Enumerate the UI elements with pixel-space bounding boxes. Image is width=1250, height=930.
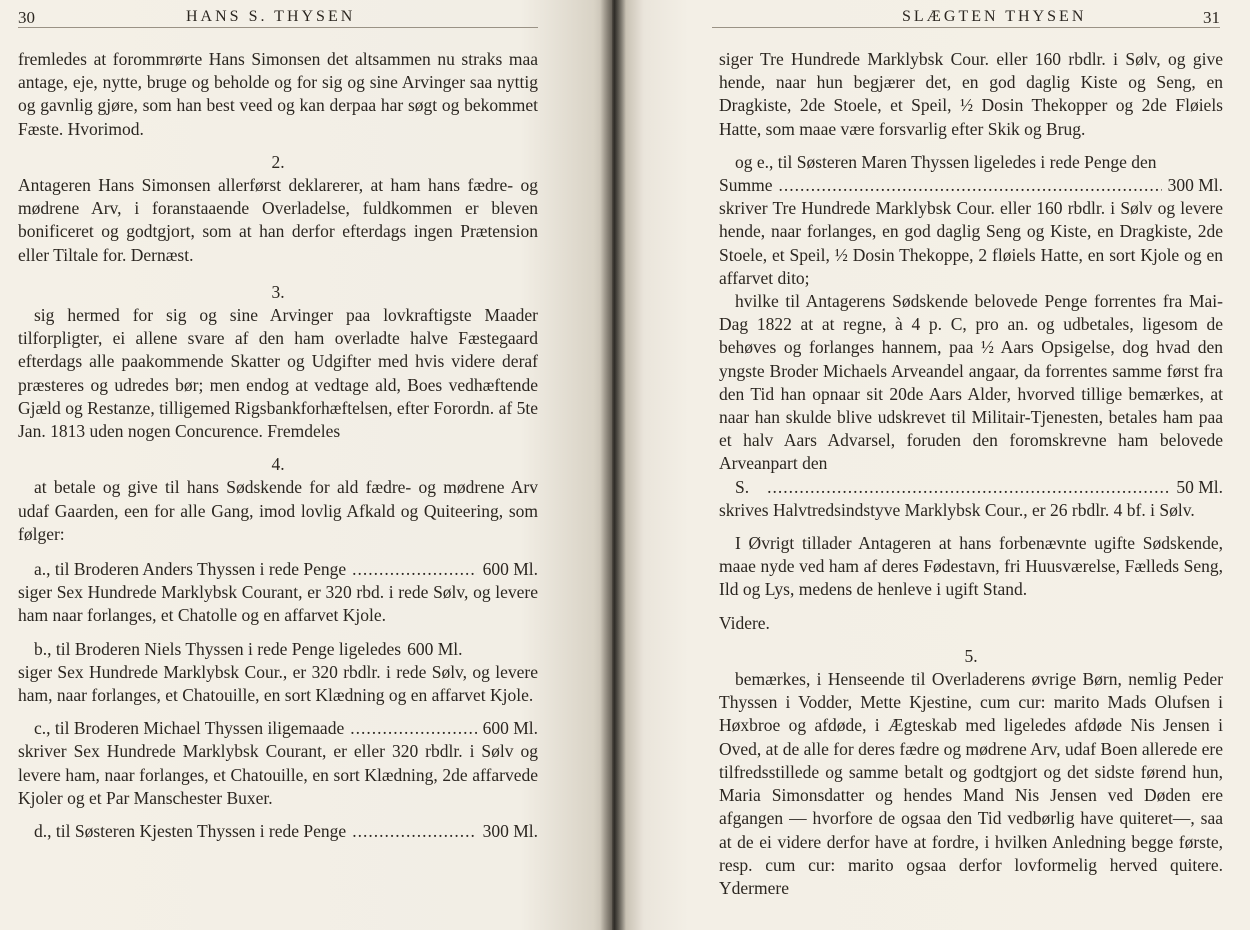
item-s-label: S. (735, 476, 750, 497)
item-d-line (18, 820, 538, 843)
section-5-text: bemærkes, i Henseende til Overladerens øvrige Børn, nemlig Peder Thyssen i Vodder, Mette Kjestine, cum cur: marito Mads Olufsen i Høxbroe og afdøde, i Ægteskab med ligeledes afdøde Nis Jensen i Oved, at de alle for deres fædre og mødrene Arv, udaf Boen allerede ere tilfredsstillede og samme betalt og godtgjort og det sidste førend hun, Maria Simonsdatter og hendes Mand Nis Jensen ved Døden ere afgangen — hvorfore de ogsaa den Tid vedbørlig have quiteret—, saa at de ei videre derfor have at fordre, i hvilken Anledning begge første, resp. cum cur: marito ogsaa derfor lovformelig herved quitere. Ydermere (719, 669, 1223, 898)
item-b-text: siger Sex Hundrede Marklybsk Cour., er 320 rbdlr. i rede Sølv, og levere ham, naar forlanges, et Chatouille, en sort Klædning og en affarvet Kjole. (18, 661, 538, 706)
leader-dots (778, 174, 1161, 197)
item-d-label: d., til Søsteren Kjesten Thyssen i rede Penge (34, 821, 347, 842)
header-rule-left (18, 27, 538, 28)
section-number-2: 2. (271, 151, 285, 172)
paragraph-ovrigt: I Øvrigt tillader Antageren at hans forbenævnte ugifte Sødskende, maae nyde ved ham af deres Fødestavn, fri Huusværelse, Fælleds Seng, Ild og Lys, medens de henleve i ugift Stand. (719, 533, 1223, 600)
paragraph-interest: hvilke til Antagerens Sødskende belovede Penge forrentes fra Mai-Dag 1822 at at regne, à 4 p. C, pro an. og udbetales, ligesom de behøves og forlanges hannem, paa ½ Aars Opsigelse, dog hvad den yngste Broder Michaels Arveandel angaar, da forrentes samme først fra den Tid han opnaar sit 20de Aars Alder, hvorved tillige bemærkes, at naar han skulde blive udskrevet til Militair-Tjenesten, betales ham paa et halv Aars Advarsel, foruden den foromskrevne ham belovede Arveanpart den (719, 291, 1223, 474)
item-s-text: skrives Halvtredsindstyve Marklybsk Cour., er 26 rbdlr. 4 bf. i Sølv. (719, 499, 1195, 520)
book-gutter (600, 0, 626, 930)
right-page-body (719, 48, 1223, 900)
item-a-amount: 600 Ml. (482, 559, 538, 580)
leader-dots (767, 476, 1170, 499)
section-number-4: 4. (271, 454, 285, 475)
page-number-left: 30 (18, 8, 35, 27)
leader-dots (352, 820, 476, 843)
item-e-label: Summe (719, 175, 773, 196)
item-e-line (719, 174, 1223, 197)
leader-dots (352, 558, 476, 581)
item-e-text: skriver Tre Hundrede Marklybsk Cour. eller 160 rbdlr. i Sølv og levere hende, naar forlanges, en god daglig Seng og Kiste, en Dragkiste, 2de Stoele, et Speil, ½ Dosin Thekoppe, 2 fløiels Hatte, en sort Kjole og en affarvet dito; (719, 198, 1223, 288)
leader-dots (350, 717, 476, 740)
paragraph-continued: siger Tre Hundrede Marklybsk Cour. eller 160 rbdlr. i Sølv, og give hende, naar hun begjærer det, en god daglig Kiste og Seng, en Dragkiste, 2de Stoele, et Speil, ½ Dosin Thekopper og 2de Fløiels Hatte, som maae være forsvarlig efter Skik og Brug. (719, 49, 1223, 139)
item-e-amount: 300 Ml. (1167, 175, 1223, 196)
item-a-text: siger Sex Hundrede Marklybsk Courant, er 320 rbd. i rede Sølv, og levere ham naar forlanges, et Chatolle og en affarvet Kjole. (18, 582, 538, 626)
item-c-amount: 600 Ml. (482, 718, 538, 739)
item-b-label: b., til Broderen Niels Thyssen i rede Penge ligeledes (34, 638, 402, 659)
paragraph-videre: Videre. (719, 612, 770, 633)
section-number-3: 3. (271, 281, 285, 302)
section-3-text: sig hermed for sig og sine Arvinger paa lovkraftigste Maader tilforpligter, ei allene svare af den ham overladte halve Fæstegaard efterdags alle paakommende Skatter og Udgifter med hvis videre deraf præsteres og udredes bør; men endog at vedtage ald, Boes vedhæftende Gjæld og Restanze, tilligemed Rigsbankforhæftelsen, efter Forordn. af 5te Jan. 1813 uden nogen Concurence. Fremdeles (18, 305, 538, 442)
item-e-intro: og e., til Søsteren Maren Thyssen ligeledes i rede Penge den (735, 151, 1157, 172)
left-page-body (18, 48, 538, 843)
right-page (612, 0, 1250, 930)
item-d-amount: 300 Ml. (482, 821, 538, 842)
running-head-right: SLÆGTEN THYSEN (902, 8, 1087, 25)
paragraph-intro: fremledes at forommrørte Hans Simonsen det altsammen nu straks maa antage, eje, nytte, bruge og beholde og for sig og sine Arvinger saa nyttig og gavnlig gjøre, som han best veed og kan derpaa har søgt og bekommet Fæste. Hvorimod. (18, 49, 538, 139)
item-b-line (18, 638, 538, 661)
item-b-amount: 600 Ml. (407, 638, 463, 659)
running-head-left: HANS S. THYSEN (186, 8, 356, 25)
section-2-text: Antageren Hans Simonsen allerførst deklarerer, at ham hans fædre- og mødrene Arv, i foranstaaende Overladelse, fuldkommen er bleven bonificeret og godtgjort, som at han derfor efterdags ingen Prætension eller Tiltale for. Dernæst. (18, 175, 538, 265)
page-number-right: 31 (1203, 8, 1220, 27)
item-a-line (18, 558, 538, 581)
item-c-label: c., til Broderen Michael Thyssen iligemaade (34, 718, 345, 739)
left-page (0, 0, 612, 930)
section-number-5: 5. (964, 645, 978, 666)
item-a-label: a., til Broderen Anders Thyssen i rede Penge (34, 559, 347, 580)
section-4-text: at betale og give til hans Sødskende for ald fædre- og mødrene Arv udaf Gaarden, een for alle Gang, imod lovlig Afkald og Quiteering, som følger: (18, 477, 538, 544)
item-s-amount: 50 Ml. (1176, 476, 1223, 497)
item-c-text: skriver Sex Hundrede Marklybsk Courant, er eller 320 rbdlr. i Sølv og levere ham, naar forlanges, et Chatouille, en sort Klædning, 2de affarvede Kjoler og et Par Manschester Buxer. (18, 741, 538, 808)
item-c-line (18, 717, 538, 740)
item-s-line (719, 476, 1223, 499)
header-rule-right (712, 27, 1220, 28)
